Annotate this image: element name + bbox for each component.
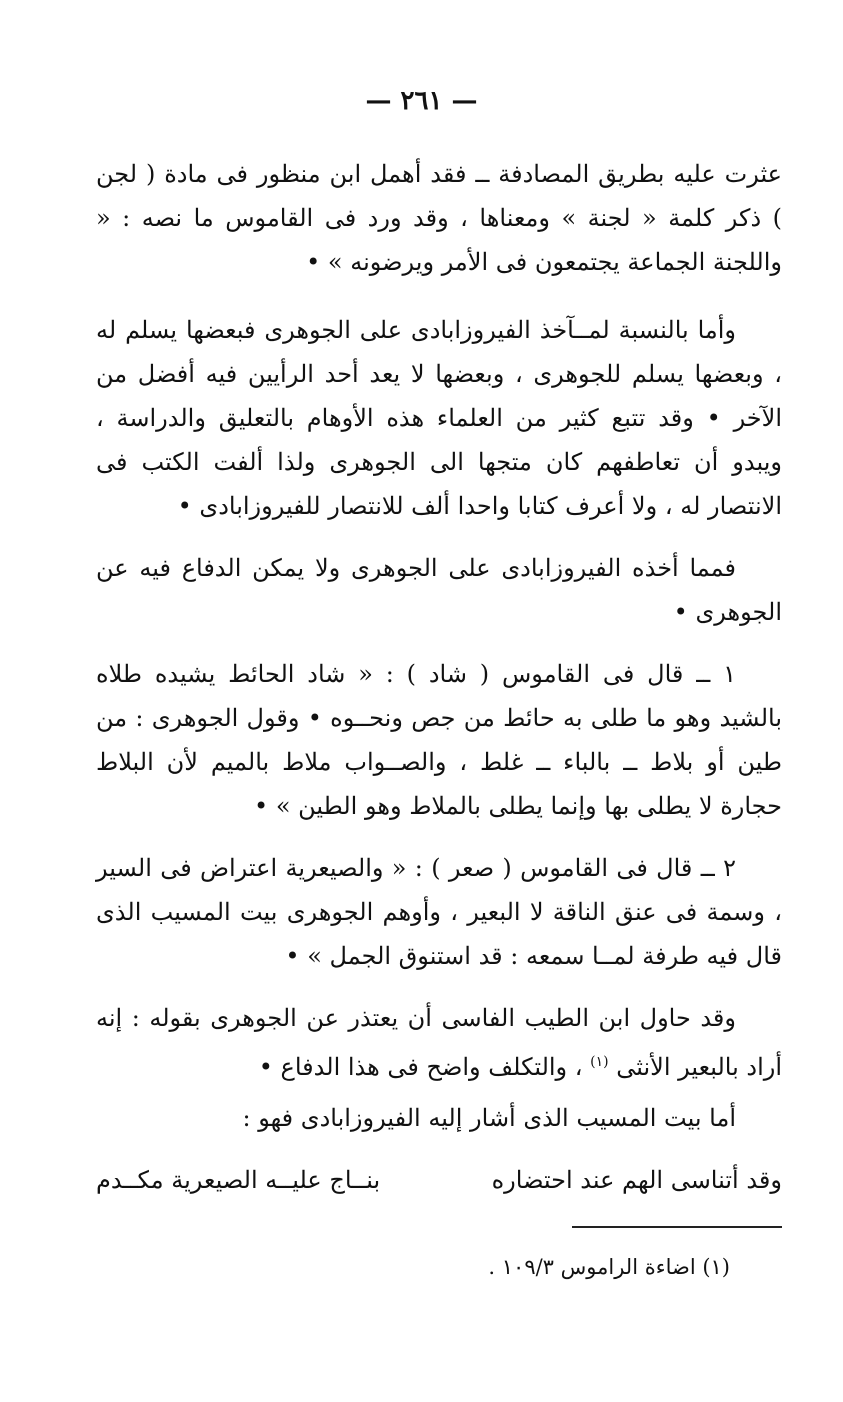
paragraph-text: ٢ ــ قال فى القاموس ( صعر ) : « والصيعرية اعتراض فى السير ، وسمة فى عنق الناقة لا البعير ، وأوهم الجوهرى بيت المسيب الذى قال فيه طرفة لمــا سمعه : قد استنوق الجمل » • — [96, 854, 782, 970]
paragraph-6 — [96, 996, 782, 1089]
verse-first-hemistich: وقد أتناسى الهم عند احتضاره — [491, 1166, 782, 1194]
paragraph-6-start: وقد حاول ابن الطيب الفاسى أن يعتذر عن الجوهرى بقوله : إنه أراد بالبعير الأنثى — [96, 1004, 782, 1081]
poem-verse — [96, 1158, 782, 1202]
paragraph-text: أما بيت المسيب الذى أشار إليه الفيروزابادى فهو : — [242, 1104, 736, 1132]
paragraph-3 — [96, 546, 782, 634]
footnote-reference: (١) — [590, 1054, 609, 1070]
paragraph-text — [96, 996, 782, 1089]
verse-second-hemistich: بنــاج عليــه الصيعرية مكــدم — [96, 1166, 381, 1194]
footnote-divider — [572, 1226, 782, 1228]
paragraph-text: فمما أخذه الفيروزابادى على الجوهرى ولا يمكن الدفاع فيه عن الجوهرى • — [96, 554, 782, 626]
page-number: — ٢٦١ — — [365, 86, 478, 116]
paragraph-1 — [96, 152, 782, 284]
paragraph-text: وأما بالنسبة لمــآخذ الفيروزابادى على الجوهرى فبعضها يسلم له ، وبعضها يسلم للجوهرى ، وبعضها لا يعد أحد الرأيين فيه أفضل من الآخر • وقد تتبع كثير من العلماء هذه الأوهام بالتعليق والدراسة ، ويبدو أن تعاطفهم كان متجها الى الجوهرى ولذا ألفت الكتب فى الانتصار له ، ولا أعرف كتابا واحدا ألف للانتصار للفيروزابادى • — [96, 316, 782, 520]
paragraph-6-end: ، والتكلف واضح فى هذا الدفاع • — [258, 1053, 591, 1081]
paragraph-2 — [96, 308, 782, 528]
paragraph-text: عثرت عليه بطريق المصادفة ــ فقد أهمل ابن منظور فى مادة ( لجن ) ذكر كلمة « لجنة » ومعناها ، وقد ورد فى القاموس ما نصه : « واللجنة الجماعة يجتمعون فى الأمر ويرضونه » • — [96, 160, 783, 276]
paragraph-7 — [96, 1096, 782, 1140]
paragraph-text: ١ ــ قال فى القاموس ( شاد ) : « شاد الحائط يشيده طلاه بالشيد وهو ما طلى به حائط من جص ونحــوه • وقول الجوهرى : من طين أو بلاط ــ بالباء ــ غلط ، والصــواب ملاط بالميم لأن البلاط حجارة لا يطلى بها وإنما يطلى بالملاط وهو الطين » • — [96, 660, 782, 820]
paragraph-5 — [96, 846, 782, 978]
paragraph-4 — [96, 652, 782, 828]
footnote: (١) اضاءة الراموس ١٠٩/٣ . — [488, 1255, 730, 1279]
